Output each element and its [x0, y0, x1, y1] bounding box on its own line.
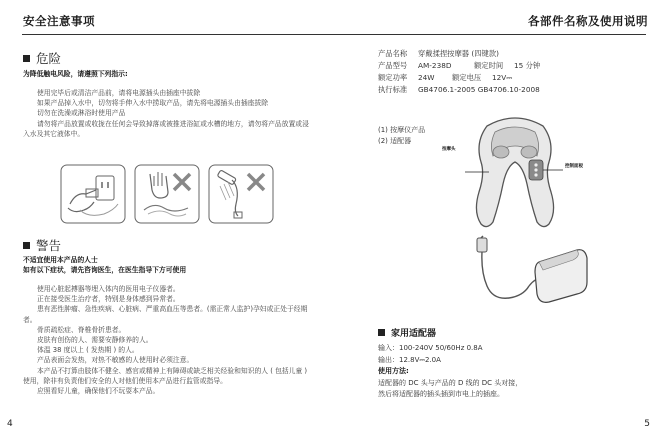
spec-value: 穿戴揉捏按摩器 (四键款) [418, 49, 499, 58]
spec-label: 产品名称 [378, 49, 408, 58]
danger-paragraphs [23, 88, 311, 139]
right-page-header: 各部件名称及使用说明 [528, 14, 648, 28]
product-specs [378, 48, 540, 96]
spec-row-power [378, 72, 540, 84]
warning-paragraph: 本产品不打算由肢体不健全、感官或精神上有障碍或缺乏相关经验和知识的人 ( 包括儿童 ) 使用，除非有负责他们安全的人对他们使用本产品进行监管或指导。 [23, 366, 308, 385]
shower-prohibited-icon [208, 164, 274, 224]
neck-massager-illustration [465, 112, 565, 232]
bullet-square-icon [378, 329, 385, 336]
adapter-input: 输入：100-240V 50/60Hz 0.8A [378, 344, 483, 352]
warning-paragraph: 产品表面会发热，对热不敏感的人使用时必须注意。 [37, 356, 194, 365]
spec-row-model [378, 60, 540, 72]
part-item: (1) 按摩仪产品 [378, 126, 426, 134]
spec-value: 12V⎓ [492, 73, 513, 83]
callout-control-panel: 控制面板 [565, 164, 583, 169]
warning-paragraph: 应照看好儿童，确保他们不玩耍本产品。 [37, 387, 160, 396]
warning-paragraphs [23, 284, 311, 396]
header-rule [329, 34, 646, 35]
adapter-details [378, 343, 522, 401]
spec-label: 额定时间 [474, 61, 504, 71]
spec-value: AM-238D [418, 61, 452, 71]
right-page [329, 0, 658, 439]
danger-paragraph: 请勿将产品放置或收拢在任何会导致掉落或被推进浴缸或水槽的地方，请勿将产品放置或浸入水及其它液体中。 [23, 119, 309, 138]
spec-row-standard [378, 84, 540, 96]
warning-paragraph: 正在接受医生治疗者，特别是身体感到异常者。 [37, 295, 180, 304]
part-item: (2) 适配器 [378, 137, 412, 145]
warning-subtitle-2: 如有以下症状，请先咨询医生，在医生指导下方可使用 [23, 266, 187, 274]
warning-paragraph: 患有恶性肿瘤、急性疾病、心脏病、严重高血压等患者。(需正常人监护)孕妇或正处于经期者。 [23, 305, 308, 324]
warning-subtitle-1: 不适宜使用本产品的人士 [23, 256, 98, 264]
spec-label: 额定功率 [378, 73, 408, 83]
spec-value: 15 分钟 [514, 61, 541, 71]
usage-title: 使用方法: [378, 367, 409, 376]
danger-paragraph: 使用完毕后或清洁产品前，请将电源插头由插座中拔除 [37, 89, 201, 97]
page-number: 5 [644, 419, 650, 429]
parts-list [378, 125, 425, 147]
adapter-output: 输出：12.8V⎓2.0A [378, 355, 441, 364]
danger-paragraph: 切勿在洗澡或淋浴时使用产品 [37, 109, 126, 118]
power-adapter-illustration [469, 232, 589, 317]
spec-row-name [378, 48, 540, 60]
danger-title: 危险 [36, 51, 62, 66]
warning-paragraph: 皮肤有创伤的人、需要安静修养的人。 [37, 336, 153, 345]
plug-into-wall-outlet-icon [60, 164, 126, 224]
danger-paragraph: 如果产品掉入水中，切勿将手伸入水中捞取产品，请先将电源插头由插座拔除 [37, 99, 269, 108]
header-rule [22, 34, 329, 35]
left-page-header: 安全注意事项 [23, 14, 95, 28]
danger-subtitle: 为降低触电风险，请遵照下列指示: [23, 70, 128, 78]
usage-line: 适配器的 DC 头与产品的 D 线的 DC 头对接， [378, 378, 523, 387]
warning-section-title [23, 236, 61, 254]
warning-paragraph: 体温 38 度以上 ( 发热期 ) 的人。 [37, 346, 139, 355]
bullet-square-icon [23, 242, 30, 249]
callout-massage-head: 按摩头 [442, 147, 456, 152]
warning-title: 警告 [36, 238, 62, 253]
warning-paragraph: 骨质疏松症、脊椎骨折患者。 [37, 325, 126, 334]
spec-label: 执行标准 [378, 85, 408, 95]
safety-icons-row [60, 164, 274, 224]
spec-label: 产品型号 [378, 61, 408, 71]
warning-paragraph: 使用心脏起搏器等埋入体内的医用电子仪器者。 [37, 285, 180, 293]
bullet-square-icon [23, 55, 30, 62]
usage-line: 然后将适配器的插头插到市电上的插座。 [378, 390, 504, 399]
adapter-section-title [378, 326, 436, 339]
adapter-title: 家用适配器 [391, 329, 437, 339]
spec-label: 额定电压 [452, 73, 482, 83]
spec-value: GB4706.1-2005 GB4706.10-2008 [418, 85, 540, 95]
spec-value: 24W [418, 73, 435, 83]
page-number: 4 [7, 419, 13, 429]
hand-in-water-prohibited-icon [134, 164, 200, 224]
danger-section-title [23, 49, 61, 67]
